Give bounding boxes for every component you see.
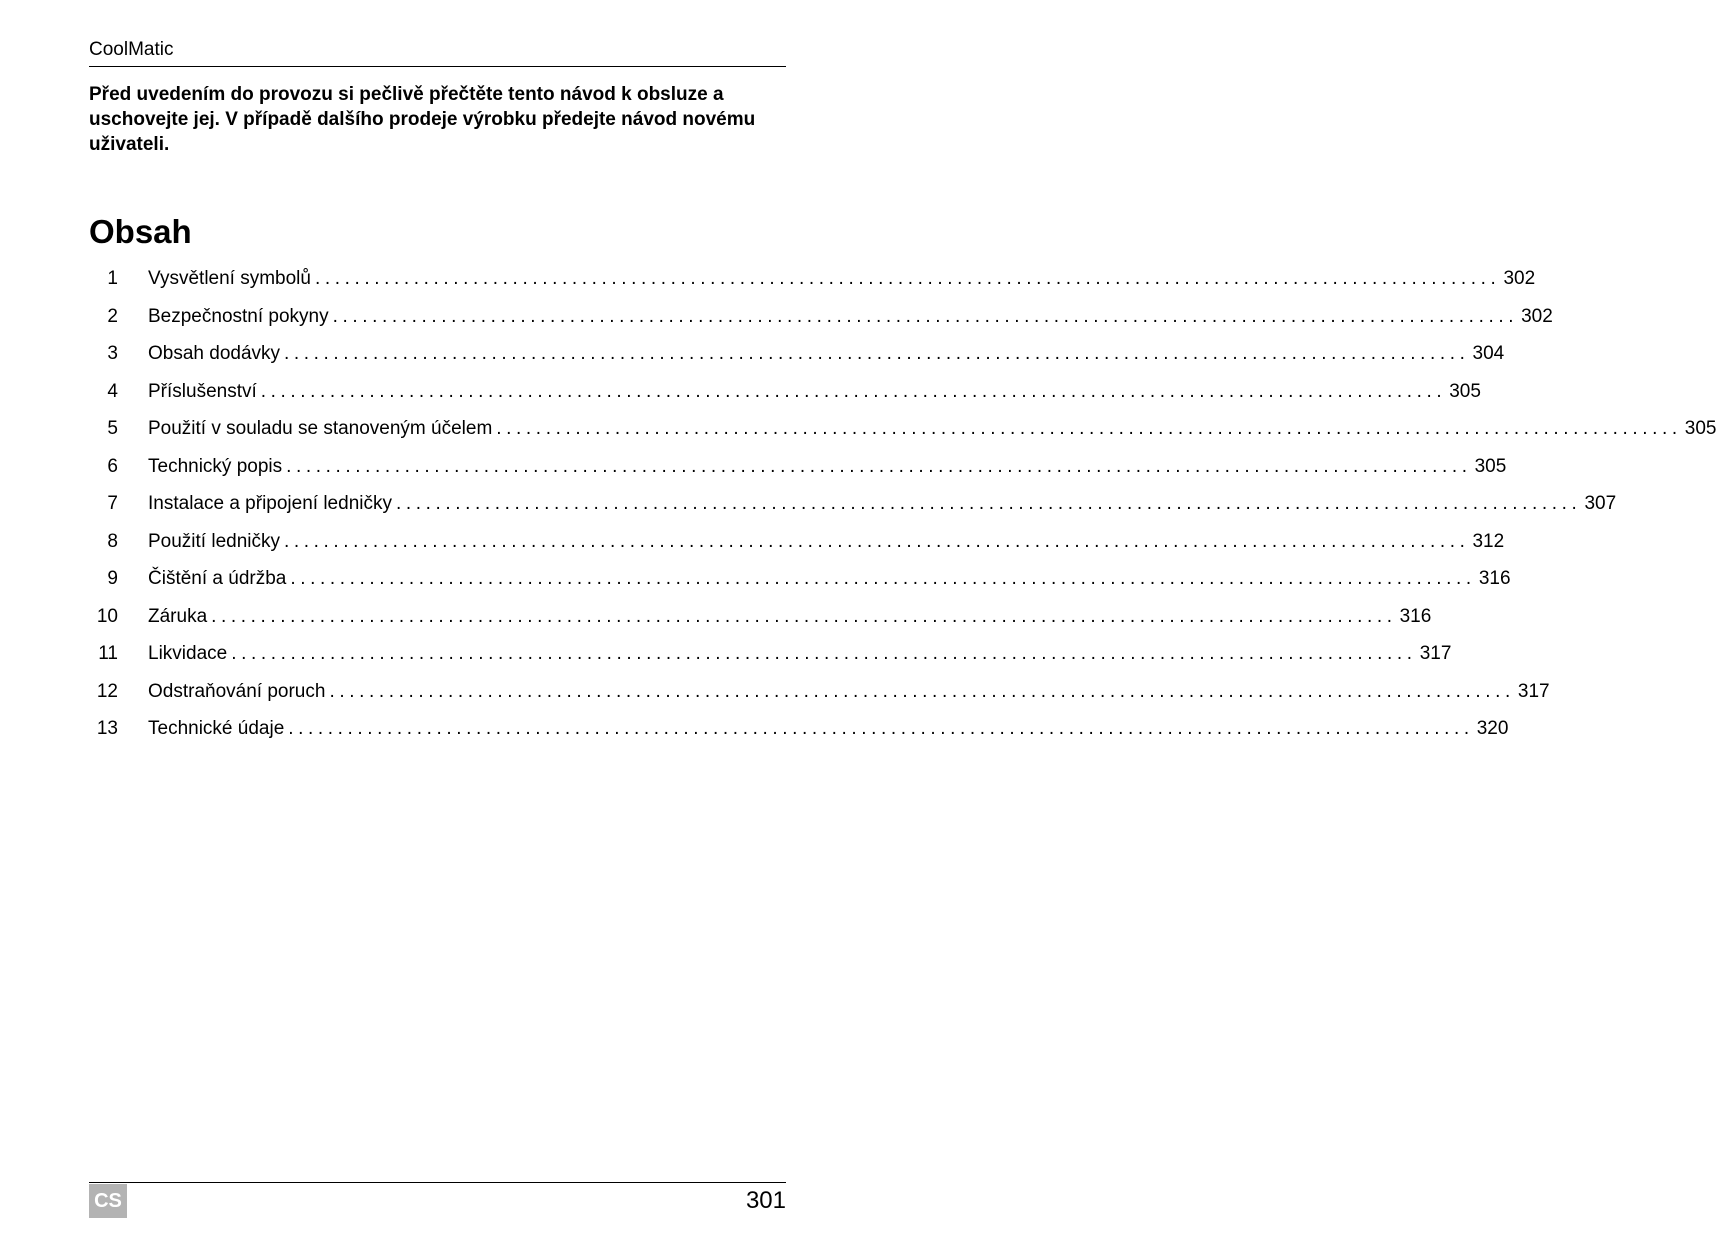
- page-number: 301: [745, 1187, 786, 1214]
- toc-dot-leader: ........................................................................................................................: [332, 305, 1519, 327]
- toc-entry-number: 10: [96, 605, 118, 627]
- toc-entry-label: Vysvětlení symbolů: [148, 268, 311, 289]
- toc-entry-label: Použití ledničky: [148, 530, 281, 552]
- header-brand: CoolMatic: [89, 39, 174, 60]
- toc-entry-page: 307: [1584, 493, 1617, 514]
- toc-entry-10[interactable]: [89, 598, 1432, 636]
- toc-dot-leader: ........................................................................................................................: [284, 343, 1470, 364]
- toc-title: Obsah: [89, 213, 192, 250]
- toc-entry-number: 6: [107, 455, 118, 477]
- toc-entry-page: 316: [1399, 605, 1432, 627]
- toc-entry-label: Instalace a připojení ledničky: [148, 493, 392, 514]
- language-badge: CS: [89, 1184, 127, 1218]
- toc-entry-13[interactable]: [89, 710, 1509, 748]
- toc-entry-page: 302: [1503, 268, 1536, 289]
- toc-dot-leader: ........................................................................................................................: [329, 680, 1515, 702]
- toc-entry-page: 305: [1474, 455, 1507, 477]
- toc-entry-page: 304: [1472, 343, 1505, 364]
- toc-dot-leader: ........................................................................................................................: [290, 568, 1476, 589]
- toc-entry-number: 9: [107, 568, 118, 589]
- toc-entry-label: Použití v souladu se stanoveným účelem: [148, 418, 493, 439]
- intro-notice: Před uvedením do provozu si pečlivě přečtěte tento návod k obsluze a uschovejte jej. V případě dalšího prodeje výrobku předejte návod novému uživateli.: [89, 84, 756, 155]
- table-of-contents: [89, 260, 1716, 748]
- toc-entry-6[interactable]: [89, 448, 1507, 486]
- toc-entry-page: 317: [1419, 643, 1452, 664]
- toc-entry-number: 4: [107, 380, 118, 402]
- toc-entry-number: 3: [107, 343, 118, 364]
- toc-entry-5[interactable]: [89, 410, 1716, 448]
- header-divider: [89, 66, 786, 67]
- toc-dot-leader: ........................................................................................................................: [231, 643, 1417, 664]
- toc-entry-page: 312: [1472, 530, 1505, 552]
- toc-entry-page: 316: [1478, 568, 1511, 589]
- toc-entry-number: 11: [98, 643, 118, 664]
- toc-entry-label: Technické údaje: [148, 718, 285, 739]
- toc-entry-label: Čištění a údržba: [148, 568, 287, 589]
- toc-dot-leader: ........................................................................................................................: [395, 493, 1582, 514]
- toc-dot-leader: ........................................................................................................................: [211, 605, 1397, 627]
- toc-entry-11[interactable]: [89, 635, 1452, 673]
- toc-dot-leader: ........................................................................................................................: [288, 718, 1474, 739]
- toc-entry-label: Odstraňování poruch: [148, 680, 326, 702]
- toc-entry-page: 320: [1476, 718, 1509, 739]
- toc-entry-number: 1: [107, 268, 118, 289]
- toc-entry-12[interactable]: [89, 673, 1550, 711]
- toc-dot-leader: ........................................................................................................................: [496, 418, 1682, 439]
- toc-entry-3[interactable]: [89, 335, 1505, 373]
- toc-entry-label: Technický popis: [148, 455, 283, 477]
- toc-entry-page: 317: [1517, 680, 1550, 702]
- toc-entry-page: 305: [1449, 380, 1481, 402]
- toc-entry-8[interactable]: [89, 523, 1505, 561]
- toc-entry-4[interactable]: [89, 373, 1481, 411]
- toc-dot-leader: ........................................................................................................................: [260, 380, 1447, 402]
- toc-entry-number: 8: [107, 530, 118, 552]
- toc-entry-number: 5: [107, 418, 118, 439]
- toc-dot-leader: ........................................................................................................................: [286, 455, 1472, 477]
- toc-entry-label: Obsah dodávky: [148, 343, 281, 364]
- toc-entry-number: 13: [96, 718, 118, 739]
- footer-divider: [89, 1182, 786, 1183]
- toc-entry-page: 305: [1684, 418, 1716, 439]
- toc-entry-page: 302: [1521, 305, 1553, 327]
- toc-entry-2[interactable]: [89, 298, 1553, 336]
- toc-entry-9[interactable]: [89, 560, 1511, 598]
- toc-entry-1[interactable]: [89, 260, 1536, 298]
- toc-entry-number: 12: [96, 680, 118, 702]
- toc-entry-label: Příslušenství: [148, 380, 257, 402]
- toc-entry-label: Bezpečnostní pokyny: [148, 305, 329, 327]
- toc-dot-leader: ........................................................................................................................: [314, 268, 1501, 289]
- toc-entry-7[interactable]: [89, 485, 1617, 523]
- toc-entry-label: Záruka: [148, 605, 208, 627]
- toc-dot-leader: ........................................................................................................................: [284, 530, 1470, 552]
- toc-entry-label: Likvidace: [148, 643, 228, 664]
- toc-entry-number: 2: [107, 305, 118, 327]
- toc-entry-number: 7: [107, 493, 118, 514]
